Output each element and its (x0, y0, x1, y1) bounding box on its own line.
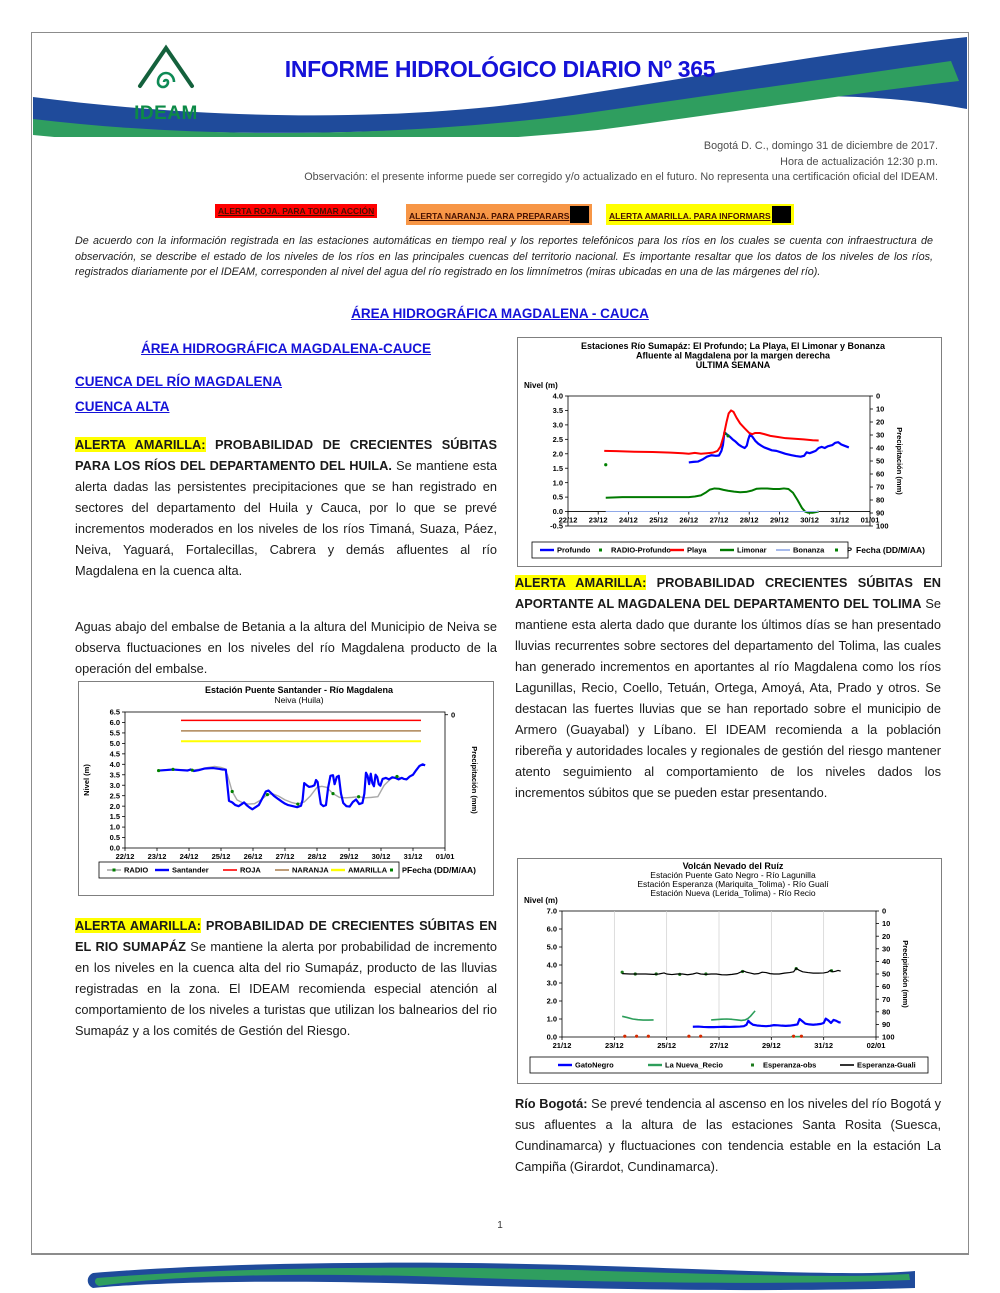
svg-text:3.0: 3.0 (109, 780, 120, 790)
svg-text:70: 70 (882, 994, 891, 1004)
alert-legend-orange (406, 204, 592, 225)
svg-text:Afluente al Magdalena por la m: Afluente al Magdalena por la margen derecha (635, 350, 831, 361)
alert-sumapaz-head: PROBABILIDAD DE CRECIENTES SÚBITAS EN EL RIO SUMAPÁZ (75, 918, 497, 954)
svg-text:90: 90 (882, 1020, 891, 1029)
svg-text:29/12: 29/12 (770, 515, 789, 525)
svg-text:28/12: 28/12 (739, 515, 759, 525)
svg-text:10: 10 (882, 919, 891, 929)
svg-text:50: 50 (882, 969, 891, 979)
svg-text:Neiva (Huila): Neiva (Huila) (274, 695, 324, 705)
alert-legend-red: ALERTA ROJA. PARA TOMAR ACCIÓN (215, 204, 377, 218)
svg-text:60: 60 (876, 469, 885, 479)
svg-text:Playa: Playa (687, 545, 707, 555)
svg-text:0.0: 0.0 (109, 843, 120, 853)
svg-text:20: 20 (882, 931, 891, 941)
svg-text:Bonanza: Bonanza (793, 545, 825, 555)
svg-text:25/12: 25/12 (657, 1041, 677, 1050)
ideam-logo-text: IDEAM (134, 103, 198, 124)
svg-text:Estaciones Río Sumapáz: El Pro: Estaciones Río Sumapáz: El Profundo; La Playa, El Limonar y Bonanza (580, 341, 886, 351)
subheading-cuenca-alta: CUENCA ALTA (75, 399, 170, 414)
svg-text:4.0: 4.0 (109, 759, 120, 769)
betania-paragraph: Aguas abajo del embalse de Betania a la altura del Municipio de Neiva se observa fluctuaciones en los niveles del río Magdalena producto de la operación del embalse. (75, 619, 497, 676)
svg-text:5.0: 5.0 (546, 942, 557, 952)
svg-text:Precipitación (mm): Precipitación (mm) (895, 427, 904, 495)
alert-legend-yellow-label: ALERTA AMARILLA. PARA INFORMARS (609, 211, 771, 221)
bogota-paragraph (515, 1093, 941, 1177)
svg-text:30/12: 30/12 (800, 515, 819, 525)
svg-text:22/12: 22/12 (558, 515, 578, 525)
svg-text:Nivel (m): Nivel (m) (82, 764, 91, 796)
svg-text:90: 90 (876, 508, 885, 518)
svg-text:Nivel (m): Nivel (m) (524, 896, 558, 905)
svg-text:40: 40 (882, 957, 891, 966)
svg-text:02/01: 02/01 (866, 1041, 886, 1050)
svg-text:1.5: 1.5 (109, 812, 120, 822)
svg-text:24/12: 24/12 (179, 852, 199, 861)
svg-text:2.5: 2.5 (109, 791, 120, 801)
svg-text:26/12: 26/12 (243, 852, 263, 861)
main-heading: ÁREA HIDROGRÁFICA MAGDALENA - CAUCA (351, 306, 649, 321)
svg-text:Volcán Nevado del Ruíz: Volcán Nevado del Ruíz (682, 861, 784, 871)
svg-text:29/12: 29/12 (761, 1041, 781, 1050)
svg-text:25/12: 25/12 (649, 515, 668, 525)
alert-huila (75, 434, 497, 581)
svg-text:Esperanza-Guali: Esperanza-Guali (857, 1060, 916, 1070)
svg-text:01/01: 01/01 (435, 852, 455, 861)
svg-text:P: P (402, 865, 408, 875)
svg-text:1.0: 1.0 (109, 822, 120, 832)
meta-update-time: Hora de actualización 12:30 p.m. (780, 155, 938, 168)
svg-text:01/01: 01/01 (860, 515, 880, 525)
svg-text:25/12: 25/12 (211, 852, 231, 861)
meta-date: Bogotá D. C., domingo 31 de diciembre de 2017. (703, 140, 938, 152)
svg-text:Santander: Santander (172, 865, 209, 875)
svg-text:Fecha (DD/M/AA): Fecha (DD/M/AA) (856, 545, 925, 555)
svg-text:24/12: 24/12 (619, 515, 638, 525)
alert-tolima-tag: ALERTA AMARILLA: (515, 575, 647, 590)
svg-text:10: 10 (876, 404, 885, 414)
subheading-cuenca-magdalena: CUENCA DEL RÍO MAGDALENA (75, 374, 283, 389)
svg-text:3.0: 3.0 (546, 978, 557, 988)
redaction-box (570, 206, 589, 223)
report-meta (238, 139, 938, 186)
svg-text:ROJA: ROJA (240, 865, 261, 875)
svg-text:30: 30 (882, 944, 891, 954)
chart-puente-santander (78, 681, 494, 896)
meta-observation: Observación: el presente informe puede ser corregido y/o actualizado en el futuro. No representa una certificación oficial del IDEAM. (304, 171, 938, 183)
svg-text:ULTIMA SEMANA: ULTIMA SEMANA (695, 360, 771, 370)
svg-text:RADIO: RADIO (124, 865, 149, 875)
alert-sumapaz (75, 915, 497, 1041)
svg-text:2.0: 2.0 (546, 996, 557, 1006)
redaction-box (772, 206, 791, 223)
svg-text:100: 100 (882, 1032, 895, 1042)
svg-text:4.0: 4.0 (552, 391, 563, 401)
svg-text:4.5: 4.5 (109, 749, 120, 759)
svg-text:31/12: 31/12 (403, 852, 423, 861)
svg-text:6.5: 6.5 (109, 707, 120, 717)
svg-text:100: 100 (876, 521, 889, 531)
svg-text:2.0: 2.0 (109, 801, 120, 811)
svg-text:30/12: 30/12 (371, 852, 391, 861)
svg-text:50: 50 (876, 456, 885, 466)
svg-text:70: 70 (876, 482, 885, 492)
svg-text:27/12: 27/12 (709, 1041, 729, 1050)
svg-text:7.0: 7.0 (546, 906, 557, 916)
svg-text:Nivel (m): Nivel (m) (524, 381, 558, 390)
svg-text:60: 60 (882, 982, 891, 992)
svg-text:1.5: 1.5 (552, 463, 563, 473)
bogota-lead: Río Bogotá: (515, 1096, 588, 1111)
svg-text:Fecha (DD/M/AA): Fecha (DD/M/AA) (407, 865, 476, 875)
svg-text:23/12: 23/12 (604, 1041, 624, 1050)
svg-text:26/12: 26/12 (679, 515, 699, 525)
svg-text:0.5: 0.5 (109, 833, 120, 843)
svg-text:Estación Nueva (Lerida_Tolima): Estación Nueva (Lerida_Tolima) - Río Recio (650, 888, 816, 898)
svg-text:P: P (847, 545, 853, 555)
svg-text:6.0: 6.0 (546, 924, 557, 934)
svg-text:80: 80 (882, 1007, 891, 1017)
svg-text:3.5: 3.5 (109, 770, 120, 780)
svg-text:2.5: 2.5 (552, 434, 563, 444)
ideam-logo-icon (134, 42, 198, 100)
svg-text:AMARILLA: AMARILLA (348, 865, 388, 875)
svg-text:0.0: 0.0 (552, 507, 563, 517)
svg-text:Esperanza-obs: Esperanza-obs (763, 1060, 817, 1070)
alert-sumapaz-tag: ALERTA AMARILLA: (75, 918, 201, 933)
left-column-heading: ÁREA HIDROGRÁFICA MAGDALENA-CAUCE (141, 341, 431, 356)
svg-text:6.0: 6.0 (109, 718, 120, 728)
chart-nevado-del-ruiz (517, 858, 942, 1084)
svg-text:27/12: 27/12 (709, 515, 729, 525)
alert-huila-tag: ALERTA AMARILLA: (75, 437, 206, 452)
svg-text:40: 40 (876, 443, 885, 453)
svg-text:3.0: 3.0 (552, 420, 563, 430)
footer-swoosh-graphic (85, 1257, 915, 1291)
svg-text:Precipitación (mm): Precipitación (mm) (901, 940, 910, 1008)
svg-text:20: 20 (876, 417, 885, 427)
alert-huila-body: Se mantiene esta alerta dadas las persistentes precipitaciones que se han registrado en sectores del departamento del Huila y Cauca, por lo que se prevé incrementos moderados en los niveles de los ríos Timaná, Suaza, Páez, Neiva, Yaguará, Fortalecillas, Cabrera y demás afluentes al río Magdalena en la cuenca alta. (75, 458, 497, 578)
svg-text:23/12: 23/12 (588, 515, 608, 525)
svg-text:22/12: 22/12 (115, 852, 135, 861)
alert-tolima-body: Se mantiene esta alerta dado que durante los últimos días se han presentado lluvias recurrentes sobre sectores del departamento del Tolima, las cuales han generado incrementos en aportantes al río Magdalena como los ríos Lagunillas, Recio, Coello, Tetuán, Ortega, Amoyá, Ata, Prado y otros. Se destacan las fuertes lluvias que se han reportado sobre el municipio de Armero (Guayabal) y Líbano. El IDEAM recomienda a la población ribereña y autoridades locales y regionales de gestión del riesgo mantener atento seguimiento al comportamiento de los niveles dados los incrementos súbitos que se pueden estar presentando. (515, 596, 942, 800)
svg-text:27/12: 27/12 (275, 852, 295, 861)
svg-text:0.0: 0.0 (546, 1032, 557, 1042)
svg-text:2.0: 2.0 (552, 449, 563, 459)
report-title: INFORME HIDROLÓGICO DIARIO Nº 365 (284, 56, 716, 82)
svg-text:3.5: 3.5 (552, 406, 563, 416)
page-number: 1 (497, 1220, 503, 1231)
alert-legend-yellow (606, 204, 794, 225)
svg-text:0: 0 (876, 391, 881, 401)
ideam-logo (118, 42, 214, 125)
svg-text:Estación Puente Gato Negro - R: Estación Puente Gato Negro - Río Lagunilla (650, 870, 816, 880)
svg-text:23/12: 23/12 (147, 852, 167, 861)
svg-text:GatoNegro: GatoNegro (575, 1060, 614, 1070)
svg-text:La Nueva_Recio: La Nueva_Recio (665, 1060, 723, 1070)
svg-text:5.0: 5.0 (109, 738, 120, 748)
svg-text:31/12: 31/12 (814, 1041, 834, 1050)
svg-text:30: 30 (876, 430, 885, 440)
alert-tolima-head: PROBABILIDAD CRECIENTES SÚBITAS EN APORTANTE AL MAGDALENA DEL DEPARTAMENTO DEL TOLIMA (515, 575, 941, 611)
svg-text:0.5: 0.5 (552, 492, 563, 502)
svg-text:5.5: 5.5 (109, 728, 120, 738)
svg-text:Precipitación (mm): Precipitación (mm) (470, 746, 479, 814)
svg-text:NARANJA: NARANJA (292, 865, 329, 875)
svg-text:Limonar: Limonar (737, 545, 767, 555)
svg-text:Estación Puente Santander - Rí: Estación Puente Santander - Río Magdalena (204, 685, 394, 695)
alert-huila-head: PROBABILIDAD DE CRECIENTES SÚBITAS PARA LOS RÍOS DEL DEPARTAMENTO DEL HUILA. (75, 437, 497, 473)
svg-text:Estación Esperanza (Mariquita_: Estación Esperanza (Mariquita_Tolima) - Río Gualí (637, 879, 829, 889)
chart-rio-sumapaz (517, 337, 942, 567)
alert-tolima (515, 572, 941, 803)
svg-text:80: 80 (876, 495, 885, 505)
svg-text:28/12: 28/12 (307, 852, 327, 861)
alert-legend-orange-label: ALERTA NARANJA. PARA PREPARARS (409, 211, 570, 221)
bogota-body: Se prevé tendencia al ascenso en los niveles del río Bogotá y sus afluentes a la altura de las estaciones Santa Rosita (Suesca, Cundinamarca) y fluctuaciones con tendencia estable en la estación La Campiña (Girardot, Cundinamarca). (515, 1096, 941, 1174)
svg-text:RADIO-Profundo: RADIO-Profundo (611, 545, 671, 555)
svg-text:0: 0 (451, 710, 456, 720)
intro-paragraph: De acuerdo con la información registrada en las estaciones automáticas en tiempo real y los reportes telefónicos para los ríos en los cuales se cuenta con infraestructura de observación, se describe el estado de los niveles de los ríos en las principales cuencas del territorio nacional. Es importante resaltar que los datos de los niveles de los ríos, registrados diariamente por el IDEAM, corresponden al nivel del agua del río registrado en los limnímetros (miras ubicadas en una de las márgenes del río). (75, 235, 933, 279)
svg-text:-0.5: -0.5 (550, 521, 563, 531)
svg-text:0: 0 (882, 906, 887, 916)
svg-text:31/12: 31/12 (830, 515, 850, 525)
svg-text:1.0: 1.0 (552, 478, 563, 488)
svg-text:21/12: 21/12 (552, 1041, 572, 1050)
svg-text:1.0: 1.0 (546, 1014, 557, 1024)
alert-sumapaz-body: Se mantiene la alerta por probabilidad de incremento en los niveles en la cuenca alta del rio Sumapáz, producto de las lluvias registradas en la zona. El IDEAM recomienda especial atención al comportamiento de los niveles a turistas que utilizan los balnearios del rio Sumapáz y a los comités de Gestión del Riesgo. (75, 939, 497, 1038)
svg-text:Profundo: Profundo (557, 545, 591, 555)
svg-text:4.0: 4.0 (546, 960, 557, 970)
svg-text:29/12: 29/12 (339, 852, 359, 861)
